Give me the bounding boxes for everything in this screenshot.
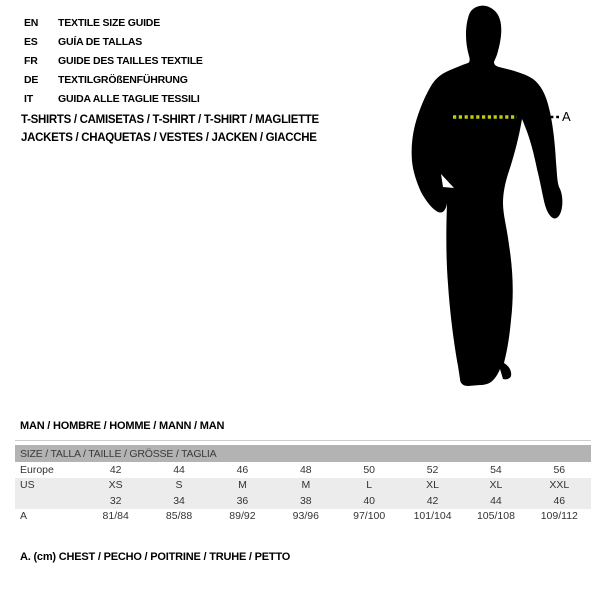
language-row [24,13,203,32]
language-code: FR [24,54,38,67]
size-cell: 81/84 [102,510,129,523]
size-cell: 105/108 [476,510,515,523]
man-silhouette-figure [400,0,600,400]
size-cell: 34 [173,494,185,507]
man-silhouette-icon [400,0,600,400]
size-cell: 54 [490,463,502,476]
language-row [24,70,203,89]
size-cell: 101/104 [413,510,452,523]
language-code: ES [24,35,38,48]
table-row-europe [15,462,591,478]
size-cell: XL [489,479,503,492]
size-cell: 52 [426,463,439,476]
divider-rule [15,440,591,441]
garment-line-jackets: JACKETS / CHAQUETAS / VESTES / JACKEN / GIACCHE [21,132,317,144]
row-label: Europe [20,463,54,476]
row-label: A [20,510,28,523]
size-cell: 97/100 [353,510,386,523]
row-label: US [20,479,35,492]
table-row-chest-a [15,509,591,525]
table-row-us-numeric [15,493,591,509]
language-code: IT [24,92,33,105]
size-cell: S [175,479,183,492]
language-guide-list [24,13,203,108]
size-cell: 44 [490,494,502,507]
language-label: TEXTILGRÖßENFÜHRUNG [58,73,188,86]
measurement-footnote: A. (cm) CHEST / PECHO / POITRINE / TRUHE / PETTO [20,551,291,563]
language-label: GUÍA DE TALLAS [58,35,143,48]
language-row [24,32,203,51]
size-cell: 40 [363,494,376,507]
size-table-header-label: SIZE / TALLA / TAILLE / GRÖSSE / TAGLIA [20,447,217,460]
table-row-us [15,478,591,494]
size-cell: 46 [553,494,566,507]
language-label: GUIDE DES TAILLES TEXTILE [58,54,203,67]
size-cell: 46 [236,463,249,476]
size-cell: 85/88 [165,510,193,523]
size-cell: 50 [363,463,376,476]
size-cell: M [301,479,311,492]
man-section-heading: MAN / HOMBRE / HOMME / MANN / MAN [20,420,225,432]
size-cell: XS [108,479,123,492]
size-cell: M [238,479,247,492]
size-cell: XXL [549,479,570,492]
measure-label-a: A [562,109,571,124]
size-cell: 38 [299,494,312,507]
language-code: EN [24,16,39,29]
size-cell: 32 [109,494,122,507]
garment-line-tshirts: T-SHIRTS / CAMISETAS / T-SHIRT / T-SHIRT / MAGLIETTE [21,114,319,126]
size-table [15,445,591,524]
size-cell: 42 [109,463,122,476]
language-code: DE [24,73,39,86]
size-cell: 93/96 [292,510,319,523]
size-cell: XL [426,479,439,492]
language-label: GUIDA ALLE TAGLIE TESSILI [58,92,200,105]
size-table-header [15,445,591,462]
size-cell: 42 [426,494,439,507]
language-row [24,51,203,70]
size-cell: 44 [173,463,185,476]
language-row [24,89,203,108]
size-cell: 56 [553,463,566,476]
size-cell: 36 [236,494,249,507]
size-cell: 48 [299,463,312,476]
garment-type-heading [21,111,319,147]
language-label: TEXTILE SIZE GUIDE [58,16,160,29]
size-cell: L [366,479,373,492]
size-cell: 89/92 [229,510,256,523]
size-cell: 109/112 [540,510,578,523]
